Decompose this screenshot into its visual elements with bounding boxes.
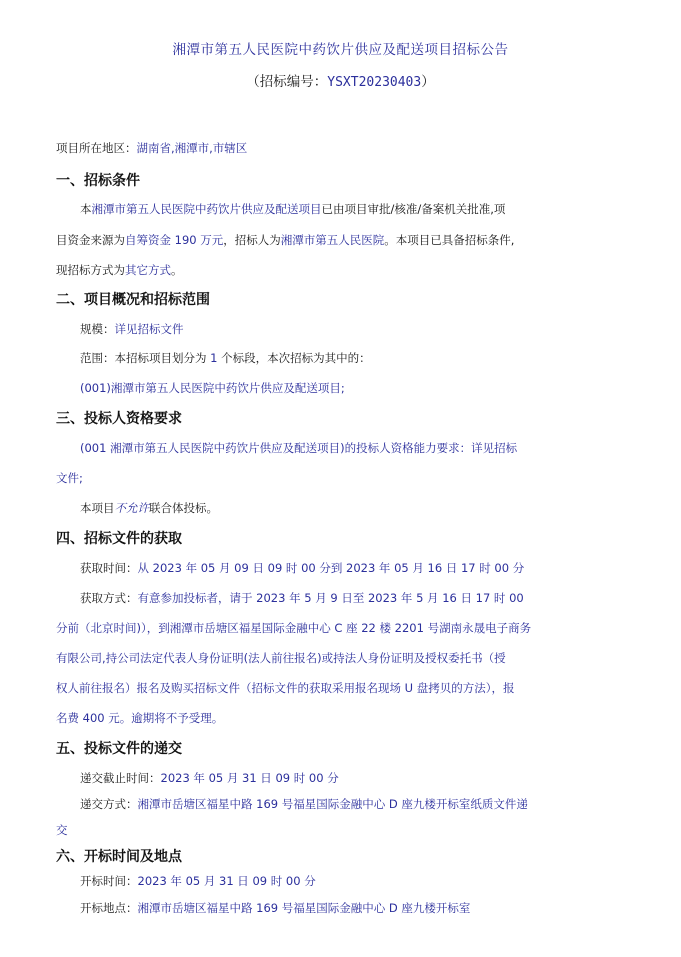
section-3-heading: 三、投标人资格要求 xyxy=(56,411,182,427)
s2-text: 个标段，本次招标为其中的： xyxy=(217,351,371,365)
bid-number-code: YSXT20230403 xyxy=(327,75,422,90)
s3-not-allowed: 不允许 xyxy=(114,501,149,515)
s1-text: 目资金来源为 xyxy=(56,233,125,247)
s2-scale xyxy=(80,321,184,337)
s2-scale-label: 规模： xyxy=(80,322,115,336)
s5-deadline-value: 2023 年 05 月 31 日 09 时 00 分 xyxy=(160,771,339,785)
s1-method: 其它方式 xyxy=(125,263,171,277)
s1-text: 。 xyxy=(171,263,183,277)
s5-deadline xyxy=(80,770,339,786)
s4-time-value: 从 2023 年 05 月 09 日 09 时 00 分到 2023 年 05 月 16 日 17 时 00 分 xyxy=(137,561,525,575)
s2-lot: (001)湘潭市第五人民医院中药饮片供应及配送项目; xyxy=(80,381,345,395)
s4-method-label: 获取方式： xyxy=(80,591,138,605)
s1-project-name: 湘潭市第五人民医院中药饮片供应及配送项目 xyxy=(91,202,322,216)
s2-lot-count: 1 xyxy=(210,351,218,365)
page-title: 湘潭市第五人民医院中药饮片供应及配送项目招标公告 xyxy=(172,42,509,58)
s4-method-line-2: 分前（北京时间)），到湘潭市岳塘区福星国际金融中心 C 座 22 楼 2201 号湖南永晟电子商务 xyxy=(56,621,532,635)
bid-number-suffix: ） xyxy=(421,74,435,90)
s5-method-label: 递交方式： xyxy=(80,797,138,811)
project-region xyxy=(56,140,247,156)
section-5-heading: 五、投标文件的递交 xyxy=(56,741,182,757)
s4-time-label: 获取时间： xyxy=(80,561,138,575)
s1-text: 本 xyxy=(80,202,92,216)
section-2-heading: 二、项目概况和招标范围 xyxy=(56,292,210,308)
s2-scope xyxy=(80,350,371,366)
s6-place-label: 开标地点： xyxy=(80,901,138,915)
section-4-heading: 四、招标文件的获取 xyxy=(56,531,182,547)
region-value: 湖南省,湘潭市,市辖区 xyxy=(136,141,248,155)
s1-fund-source: 自筹资金 190 万元 xyxy=(125,233,224,247)
s3-qualification-1: (001 湘潭市第五人民医院中药饮片供应及配送项目)的投标人资格能力要求：详见招标 xyxy=(80,441,518,455)
s6-place-value: 湘潭市岳塘区福星中路 169 号福星国际金融中心 D 座九楼开标室 xyxy=(137,901,471,915)
s1-line-1 xyxy=(80,201,505,217)
s1-text: 已由项目审批/核准/备案机关批准,项 xyxy=(321,202,506,216)
bid-number-prefix: （招标编号： xyxy=(246,74,328,90)
s4-method-line-1 xyxy=(80,590,524,606)
s1-text: ，招标人为 xyxy=(223,233,281,247)
s6-place xyxy=(80,900,470,916)
s3-text: 本项目 xyxy=(80,501,115,515)
s1-text: 现招标方式为 xyxy=(56,263,125,277)
section-6-heading: 六、开标时间及地点 xyxy=(56,849,182,865)
s1-line-2 xyxy=(56,232,514,248)
bid-number xyxy=(0,70,681,90)
s5-deadline-label: 递交截止时间： xyxy=(80,771,161,785)
s3-joint-bid xyxy=(80,500,218,516)
s1-text: 。本项目已具备招标条件, xyxy=(384,233,515,247)
s2-text: 范围：本招标项目划分为 xyxy=(80,351,211,365)
s6-time xyxy=(80,873,316,889)
s4-method-line-3: 有限公司,持公司法定代表人身份证明(法人前往报名)或持法人身份证明及授权委托书（授 xyxy=(56,651,506,665)
s5-method-line-2: 交 xyxy=(56,823,68,837)
s3-qualification-2: 文件; xyxy=(56,471,83,485)
s1-line-3 xyxy=(56,262,183,278)
s4-method-line-4: 权人前往报名）报名及购买招标文件（招标文件的获取采用报名现场 U 盘拷贝的方法），报 xyxy=(56,681,515,695)
s5-method xyxy=(80,796,528,812)
s4-method-text: 有意参加投标者，请于 2023 年 5 月 9 日至 2023 年 5 月 16 日 17 时 00 xyxy=(137,591,524,605)
region-label: 项目所在地区： xyxy=(56,141,137,155)
s6-time-value: 2023 年 05 月 31 日 09 时 00 分 xyxy=(137,874,316,888)
s1-tenderer: 湘潭市第五人民医院 xyxy=(280,233,385,247)
section-1-heading: 一、招标条件 xyxy=(56,173,140,189)
s4-time xyxy=(80,560,524,576)
s4-method-line-5: 名费 400 元。逾期将不予受理。 xyxy=(56,711,224,725)
s5-method-value: 湘潭市岳塘区福星中路 169 号福星国际金融中心 D 座九楼开标室纸质文件递 xyxy=(137,797,528,811)
s3-text: 联合体投标。 xyxy=(149,501,218,515)
s2-scale-value: 详见招标文件 xyxy=(114,322,184,336)
s6-time-label: 开标时间： xyxy=(80,874,138,888)
